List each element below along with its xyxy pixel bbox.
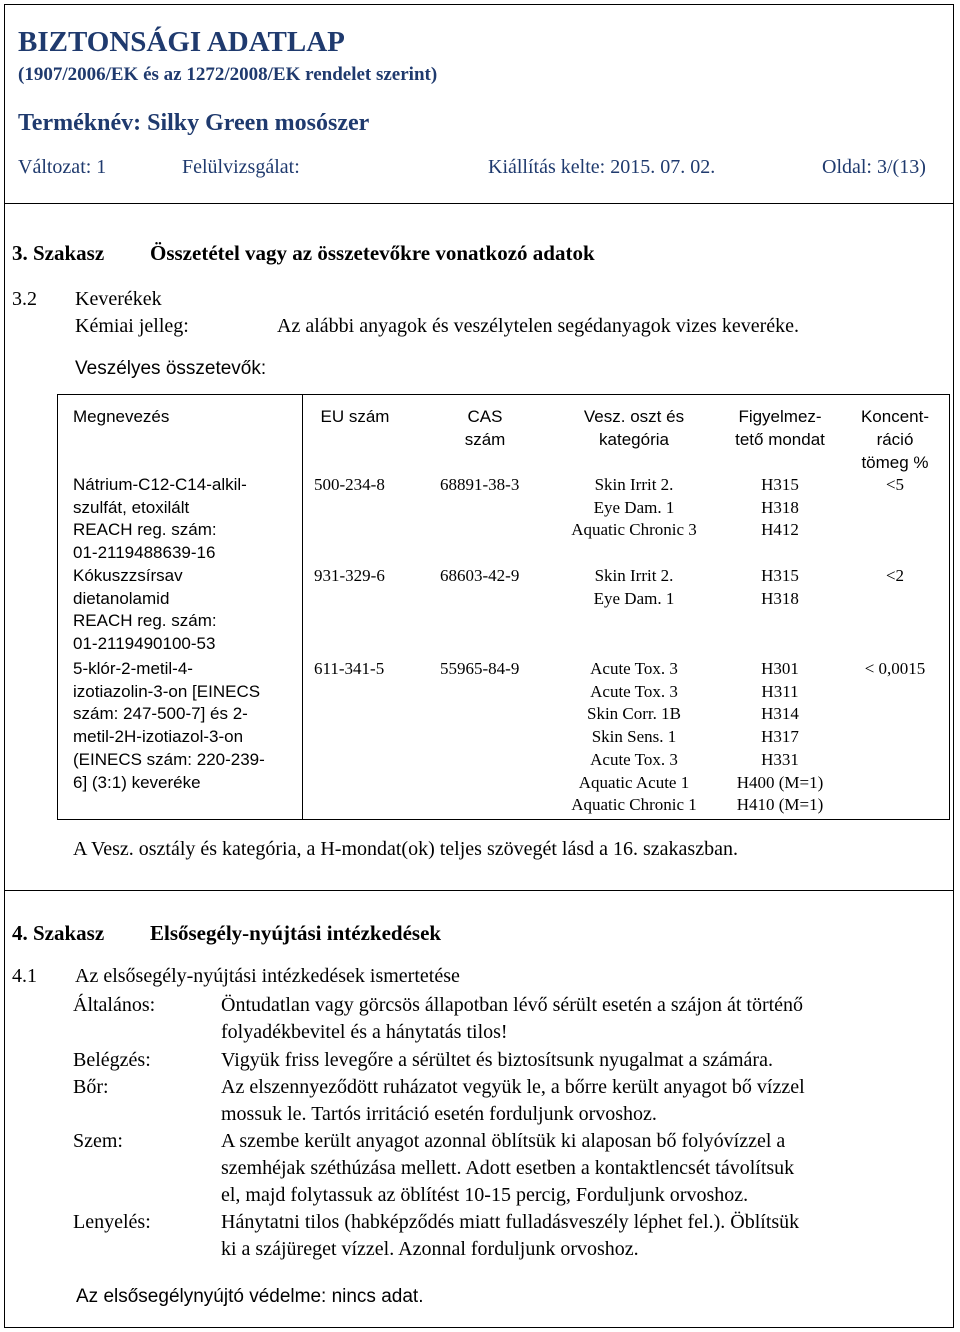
cell-line: <5 [885, 475, 905, 494]
subsection-3-2-title: Keverékek [75, 288, 162, 310]
first-aid-text [221, 1209, 941, 1263]
hazardous-label: Veszélyes összetevők: [75, 358, 267, 379]
section3-number: 3. Szakasz [12, 241, 105, 265]
subsection-3-2-number: 3.2 [12, 288, 37, 310]
first-aid-line: mossuk le. Tartós irritáció esetén forduljunk orvoshoz. [221, 1103, 657, 1125]
cell-line: 55965-84-9 [440, 659, 520, 678]
cell-line: Eye Dam. 1 [593, 497, 675, 517]
section-divider [4, 890, 954, 891]
chem-value: Az alábbi anyagok és veszélytelen segédanyagok vizes keveréke. [277, 315, 799, 337]
subsection-4-1-number: 4.1 [12, 965, 37, 987]
cell-line: metil-2H-izotiazol-3-on [73, 727, 244, 747]
col-header-h: Figyelmez-tető mondat [735, 407, 825, 449]
cell-line: Aquatic Acute 1 [578, 772, 690, 792]
cell-name [73, 565, 298, 656]
cell-line: 5-klór-2-metil-4- [73, 659, 193, 678]
cell-line: dietanolamid [73, 588, 170, 608]
cell-line: szám: 247-500-7] és 2- [73, 704, 248, 724]
col-header-eu: EU szám [320, 407, 390, 426]
chem-label: Kémiai jelleg: [75, 315, 189, 337]
header-divider [4, 203, 954, 204]
first-aid-line: ki a szájüreget vízzel. Azonnal forduljunk orvoshoz. [221, 1238, 639, 1260]
first-aid-line: Az elszennyeződött ruházatot vegyük le, a bőrre került anyagot bő vízzel [221, 1076, 805, 1098]
cell-line: 6] (3:1) keveréke [73, 772, 201, 792]
cell-line: Nátrium-C12-C14-alkil- [73, 475, 247, 494]
cell-line: <2 [885, 566, 905, 585]
cell-conc [842, 474, 948, 497]
cell-line: H410 (M=1) [736, 795, 824, 815]
first-aid-text [221, 1128, 941, 1209]
cell-line: 01-2119488639-16 [73, 543, 216, 563]
cell-line: H318 [761, 497, 799, 517]
cell-line: (EINECS szám: 220-239- [73, 749, 265, 769]
cell-line: Skin Sens. 1 [591, 727, 677, 747]
first-aid-label: Lenyelés: [73, 1211, 151, 1233]
first-aid-line: Hánytatni tilos (habképződés miatt fulladásveszély léphet fel.). Öblítsük [221, 1211, 800, 1233]
issue-date: Kiállítás kelte: 2015. 07. 02. [488, 156, 716, 178]
section3-title: Összetétel vagy az összetevőkre vonatkozó adatok [150, 241, 595, 265]
cell-line: 68603-42-9 [440, 566, 520, 585]
cell-h [728, 474, 832, 542]
cell-eu [314, 474, 398, 497]
first-aid-label: Bőr: [73, 1076, 109, 1098]
cell-line: Skin Irrit 2. [594, 566, 674, 585]
first-aid-text [221, 1047, 941, 1074]
cell-eu [314, 565, 398, 588]
cell-line: H315 [761, 475, 799, 494]
cell-line: 500-234-8 [314, 475, 385, 494]
cell-line: REACH reg. szám: [73, 611, 217, 631]
first-aid-label: Belégzés: [73, 1049, 151, 1071]
first-aid-line: Öntudatlan vagy görcsös állapotban lévő sérült esetén a szájon át történő [221, 994, 804, 1016]
first-aid-line: folyadékbevitel és a hánytatás tilos! [221, 1021, 508, 1043]
cell-conc [842, 658, 948, 681]
first-aid-label: Szem: [73, 1130, 123, 1152]
cell-conc [842, 565, 948, 588]
cell-line: Aquatic Chronic 1 [571, 795, 697, 815]
cell-line: 01-2119490100-53 [73, 634, 216, 654]
first-aid-line: el, majd folytassuk az öblítést 10-15 percig, Forduljunk orvoshoz. [221, 1184, 749, 1206]
cell-line: REACH reg. szám: [73, 520, 217, 540]
cell-line: szulfát, etoxilált [73, 497, 190, 517]
version: Változat: 1 [18, 156, 107, 178]
cell-cas [440, 474, 540, 497]
document-title: BIZTONSÁGI ADATLAP [18, 26, 345, 58]
cell-line: H315 [761, 566, 799, 585]
cell-class [548, 658, 720, 817]
col-header-conc: Koncent-ráció tömeg % [860, 407, 930, 472]
cell-line: 931-329-6 [314, 566, 385, 585]
first-aid-line: Vigyük friss levegőre a sérültet és biztosítsunk nyugalmat a számára. [221, 1049, 773, 1071]
subsection-4-1-title: Az elsősegély-nyújtási intézkedések ismertetése [75, 965, 460, 987]
cell-line: Acute Tox. 3 [590, 681, 678, 701]
cell-line: Kókuszzsírsav [73, 566, 183, 585]
cell-class [548, 474, 720, 542]
first-aid-line: szemhéjak széthúzása mellett. Adott esetben a kontaktlencsét távolítsuk [221, 1157, 795, 1179]
product-name: Terméknév: Silky Green mosószer [18, 110, 370, 136]
cell-class [548, 565, 720, 610]
cell-line: Skin Corr. 1B [587, 704, 681, 724]
cell-line: H331 [761, 749, 799, 769]
col-header-cas: CAS szám [464, 407, 506, 449]
cell-line: H318 [761, 588, 799, 608]
cell-line: Acute Tox. 3 [590, 659, 678, 678]
cell-line: 68891-38-3 [440, 475, 520, 494]
cell-cas [440, 658, 540, 681]
first-aid-text [221, 992, 941, 1046]
first-aid-label: Általános: [73, 994, 156, 1016]
col-header-class: Vesz. oszt és kategória [583, 407, 685, 449]
cell-line: H317 [761, 727, 799, 747]
cell-line: Acute Tox. 3 [590, 749, 678, 769]
cell-line: 611-341-5 [314, 659, 385, 678]
cell-line: H314 [761, 704, 799, 724]
cell-line: Skin Irrit 2. [594, 475, 674, 494]
cell-h [728, 565, 832, 610]
cell-h [728, 658, 832, 817]
first-aid-text [221, 1074, 941, 1128]
first-aid-line: A szembe került anyagot azonnal öblítsük ki alaposan bő folyóvízzel a [221, 1130, 786, 1152]
section4-title: Elsősegély-nyújtási intézkedések [150, 921, 442, 945]
cell-line: Eye Dam. 1 [593, 588, 675, 608]
page-number: Oldal: 3/(13) [822, 156, 926, 178]
section4-number: 4. Szakasz [12, 921, 105, 945]
cell-line: izotiazolin-3-on [EINECS [73, 681, 261, 701]
cell-line: H400 (M=1) [736, 772, 824, 792]
cell-line: < 0,0015 [864, 659, 926, 678]
cell-eu [314, 658, 398, 681]
cell-cas [440, 565, 540, 588]
col-header-name: Megnevezés [73, 407, 170, 426]
cell-name [73, 474, 298, 565]
cell-line: Aquatic Chronic 3 [571, 520, 697, 540]
h-statement-note: A Vesz. osztály és kategória, a H-mondat(ok) teljes szövegét lásd a 16. szakaszban. [73, 838, 738, 860]
cell-line: H301 [761, 659, 799, 678]
regulation-line: (1907/2006/EK és az 1272/2008/EK rendelet szerint) [18, 64, 438, 85]
first-aider-protection: Az elsősegélynyújtó védelme: nincs adat. [76, 1286, 424, 1307]
cell-line: H311 [761, 681, 799, 701]
cell-name [73, 658, 298, 794]
revision: Felülvizsgálat: [182, 156, 300, 178]
cell-line: H412 [761, 520, 799, 540]
